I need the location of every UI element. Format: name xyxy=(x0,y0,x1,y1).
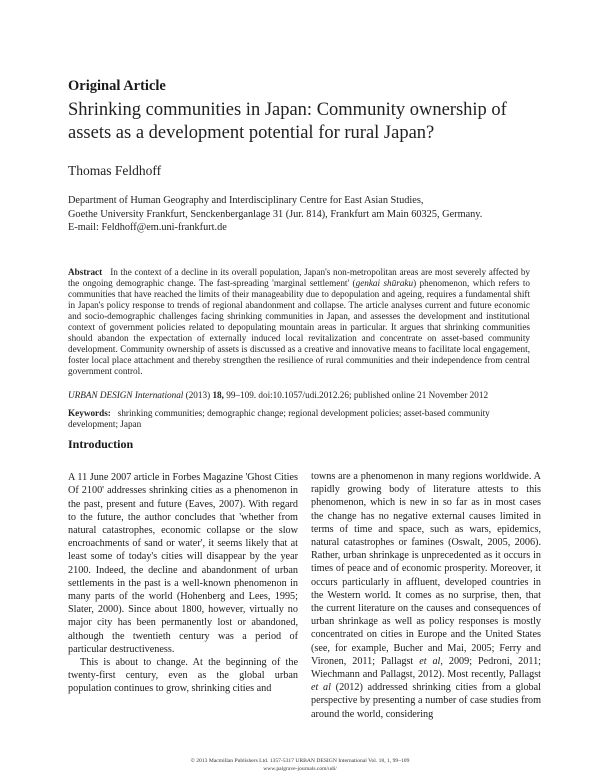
citation-details: 99–109. doi:10.1057/udi.2012.26; published online 21 November 2012 xyxy=(226,390,489,400)
footer-copyright: © 2013 Macmillan Publishers Ltd. 1357-5317 URBAN DESIGN International Vol. 18, 1, 99–109 xyxy=(190,758,410,764)
citation-year: (2013) xyxy=(185,390,211,400)
abstract-term: genkai shūraku xyxy=(355,278,414,288)
abstract-label: Abstract xyxy=(68,267,103,277)
author-name: Thomas Feldhoff xyxy=(68,163,162,178)
citation xyxy=(68,390,538,400)
article-type: Original Article xyxy=(68,78,166,94)
right-column xyxy=(311,470,541,721)
author-email[interactable]: E-mail: Feldhoff@em.uni-frankfurt.de xyxy=(68,222,227,233)
abstract-text-2: ) phenomenon, which refers to communities that have reached the limits of their manageability due to depopulation and ageing, requires a fundamental shift in Japan's policy response to trends of regional abandonment and collapse. The article analyses current and future economic and socio-demographic challenges facing shrinking communities in Japan, and assesses the development and institutional context of government policies related to depopulating mountain areas in particular. It argues that shrinking communities should abandon the expectation of externally induced local revitalization and concentrate on asset-based community development. Community ownership of assets is discussed as a creative and innovative means to facilitate local engagement, foster local place attachment and thereby strengthen the resilience of rural communities and their independence from central government control. xyxy=(68,278,531,376)
footer-url[interactable]: www.palgrave-journals.com/udi/ xyxy=(263,765,337,772)
article-title: Shrinking communities in Japan: Community ownership of assets as a development potential for rural Japan? xyxy=(68,100,507,143)
page-footer xyxy=(0,758,600,773)
keywords-text: shrinking communities; demographic change; regional development policies; asset-based community development; Japan xyxy=(68,408,490,429)
abstract xyxy=(68,267,530,377)
abstract-text-1: In the context of a decline in its overall population, Japan's non-metropolitan areas are most severely affected by the ongoing demographic change. The fast-spreading 'marginal settlement' ( xyxy=(68,267,531,288)
citation-volume: 18, xyxy=(212,390,224,400)
affiliation-line-2: Goethe University Frankfurt, Senckenberganlage 31 (Jur. 814), Frankfurt am Main 60325, Germany. xyxy=(68,208,483,220)
keywords-label: Keywords: xyxy=(68,408,111,418)
intro-paragraph-2: This is about to change. At the beginning of the twenty-first century, even as the global urban population continues to grow, shrinking cities and xyxy=(68,657,298,695)
right-text-c: (2012) addressed shrinking cities from a global perspective by presenting a number of case studies from around the world, considering xyxy=(311,682,541,720)
keywords xyxy=(68,408,530,430)
et-al-1: et al xyxy=(419,655,441,667)
right-text-b: , 2009; Pedroni, 2011; Wiechmann and Pallagst, 2012). Most recently, Pallagst xyxy=(311,655,541,681)
et-al-2: et al xyxy=(311,682,331,694)
affiliation xyxy=(68,194,538,235)
intro-paragraph-continued xyxy=(311,470,541,721)
right-text-a: towns are a phenomenon in many regions worldwide. A rapidly growing body of literature attests to this phenomenon, which is new in so far as in most cases the change has no negative external causes limited in terms of time and space, such as wars, epidemics, natural catastrophes or famines (Oswalt, 2005, 2006). Rather, urban shrinkage is unprecedented as it occurs in times of peace and of economic prosperity. Moreover, it occurs particularly in affluent, developed countries in the Western world. It comes as no surprise, then, that the current literature on the causes and consequences of urban shrinkage as well as policy responses is mostly concentrated on cities in Europe and the United States (see, for example, Bucher and Mai, 2005; Ferry and Vironen, 2011; Pallagst xyxy=(311,471,541,667)
affiliation-line-1: Department of Human Geography and Interdisciplinary Centre for East Asian Studies, xyxy=(68,195,424,206)
intro-paragraph-1: A 11 June 2007 article in Forbes Magazine 'Ghost Cities Of 2100' addresses shrinking cities as a phenomenon in the past, present and future (Eaves, 2007). With regard to the future, the author concludes that 'whether from natural catastrophes, economic collapse or the slow encroachments of sand or water', it seems likely that at least some of today's cities will disappear by the year 2100. Indeed, the decline and abandonment of urban settlements in the past is a well-known phenomenon in many parts of the world (Hohenberg and Lees, 1995; Slater, 2000). Since about 1800, however, virtually no major city has been permanently lost or abandoned, although the twentieth century was a period of particular destructiveness. xyxy=(68,472,298,655)
citation-journal: URBAN DESIGN International xyxy=(68,390,184,400)
left-column xyxy=(68,437,298,696)
section-heading-introduction: Introduction xyxy=(68,437,134,451)
